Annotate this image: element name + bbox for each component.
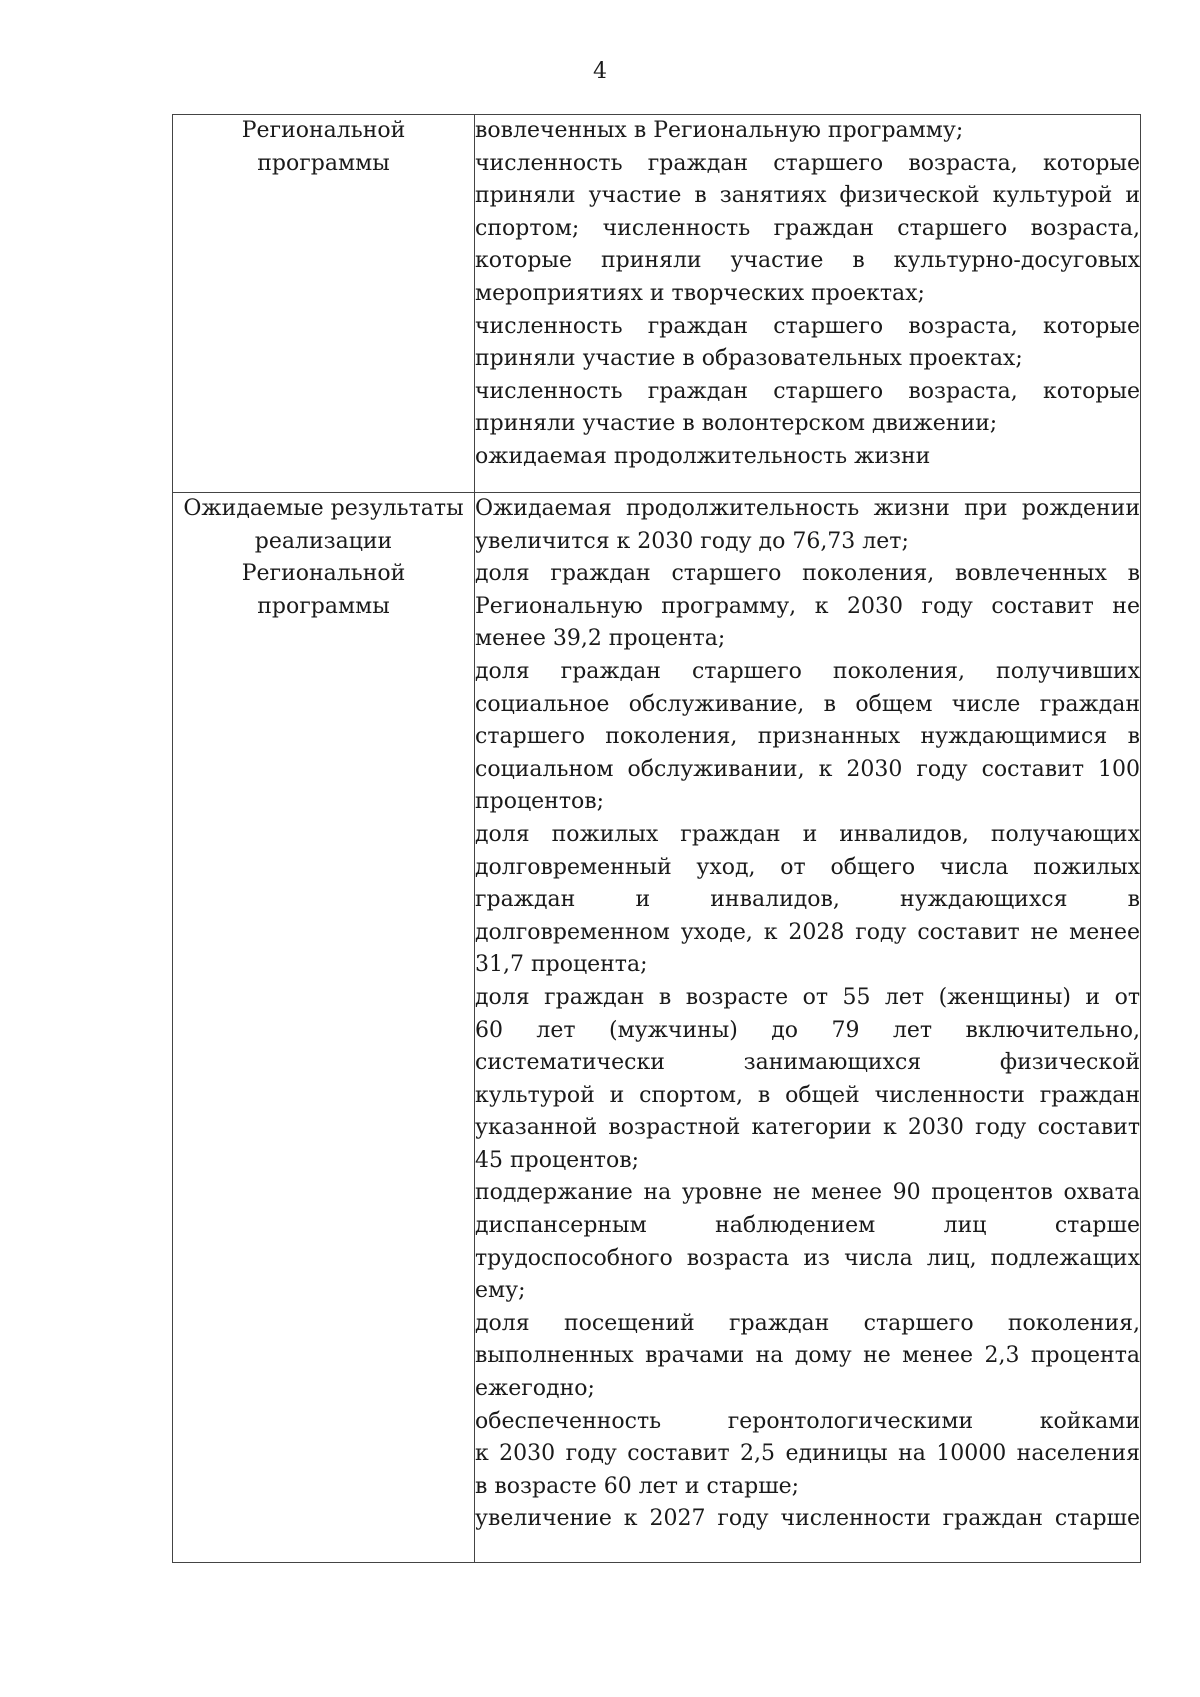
row-text-line: Региональную программу, к 2030 году составит не xyxy=(475,593,1140,619)
page-number: 4 xyxy=(593,59,607,84)
row-text-line: долговременном уходе, к 2028 году составит не менее xyxy=(475,919,1140,945)
row-text-line: численность граждан старшего возраста, которые xyxy=(475,313,1140,339)
row-text-line: численность граждан старшего возраста, которые xyxy=(475,150,1140,176)
row-text-cell xyxy=(475,493,1141,1563)
row-text-line: в возрасте 60 лет и старше; xyxy=(475,1473,800,1499)
row-text-line: мероприятиях и творческих проектах; xyxy=(475,280,925,306)
row-label-line: программы xyxy=(257,150,390,176)
row-text-line: диспансерным наблюдением лиц старше xyxy=(475,1213,1140,1239)
row-text-line: доля посещений граждан старшего поколения, xyxy=(475,1310,1140,1336)
row-text-line: Ожидаемая продолжительность жизни при рождении xyxy=(475,496,1140,521)
row-text-line: систематически занимающихся физической xyxy=(475,1050,1140,1076)
program-passport-table xyxy=(172,114,1141,1563)
row-text-line: приняли участие в образовательных проектах; xyxy=(475,346,1023,372)
row-text-line: социальное обслуживание, в общем числе граждан xyxy=(475,691,1140,717)
table-row xyxy=(173,115,1141,493)
row-text-line: граждан и инвалидов, нуждающихся в xyxy=(475,887,1140,913)
row-text-line: увеличится к 2030 году до 76,73 лет; xyxy=(475,528,909,554)
row-text-line: увеличение к 2027 году численности граждан старше xyxy=(475,1506,1140,1532)
row-label-line: Региональной xyxy=(241,118,406,143)
row-text-line: спортом; численность граждан старшего возраста, xyxy=(475,215,1140,241)
row-text-line: социальном обслуживании, к 2030 году составит 100 xyxy=(475,756,1140,782)
row-text-cell xyxy=(475,115,1141,493)
row-text-line: ожидаемая продолжительность жизни xyxy=(475,443,931,469)
row-text-line: вовлеченных в Региональную программу; xyxy=(475,118,964,143)
row-text-line: выполненных врачами на дому не менее 2,3 процента xyxy=(475,1343,1140,1369)
row-text-line: 45 процентов; xyxy=(475,1147,640,1173)
row-text-line: доля пожилых граждан и инвалидов, получающих xyxy=(475,821,1140,847)
row-text-line: доля граждан старшего поколения, получивших xyxy=(475,658,1140,684)
row-text-line: обеспеченность геронтологическими койками xyxy=(475,1408,1140,1434)
row-text-line: доля граждан старшего поколения, вовлеченных в xyxy=(475,561,1140,587)
row-text-line: долговременный уход, от общего числа пожилых xyxy=(475,854,1140,880)
row-text-line: менее 39,2 процента; xyxy=(475,626,726,652)
row-text-line: трудоспособного возраста из числа лиц, подлежащих xyxy=(475,1245,1140,1271)
row-text-line: старшего поколения, признанных нуждающимися в xyxy=(475,724,1140,750)
row-text-line: поддержание на уровне не менее 90 процентов охвата xyxy=(475,1180,1140,1206)
row-text-line: 60 лет (мужчины) до 79 лет включительно, xyxy=(475,1017,1140,1043)
row-label-line: программы xyxy=(257,593,390,619)
table-row xyxy=(173,493,1141,1563)
row-text-line: процентов; xyxy=(475,789,605,815)
row-label-cell xyxy=(173,493,475,1563)
row-text-line: приняли участие в занятиях физической культурой и xyxy=(475,183,1140,209)
row-text-line: к 2030 году составит 2,5 единицы на 10000 населения xyxy=(475,1441,1140,1467)
row-text-line: указанной возрастной категории к 2030 году составит xyxy=(475,1115,1140,1141)
row-text-line: приняли участие в волонтерском движении; xyxy=(475,411,998,437)
row-label-line: реализации xyxy=(254,528,393,554)
row-text-line: численность граждан старшего возраста, которые xyxy=(475,378,1140,404)
row-text-line: культурой и спортом, в общей численности граждан xyxy=(475,1082,1140,1108)
row-text-line: ежегодно; xyxy=(475,1376,595,1402)
row-text-line: которые приняли участие в культурно-досуговых xyxy=(475,248,1140,274)
row-label-line: Ожидаемые результаты xyxy=(183,496,464,521)
row-text-line: ему; xyxy=(475,1278,526,1304)
row-label-cell xyxy=(173,115,475,493)
row-text-line: 31,7 процента; xyxy=(475,952,648,978)
row-text-line: доля граждан в возрасте от 55 лет (женщины) и от xyxy=(475,984,1140,1010)
row-label-line: Региональной xyxy=(241,561,406,587)
